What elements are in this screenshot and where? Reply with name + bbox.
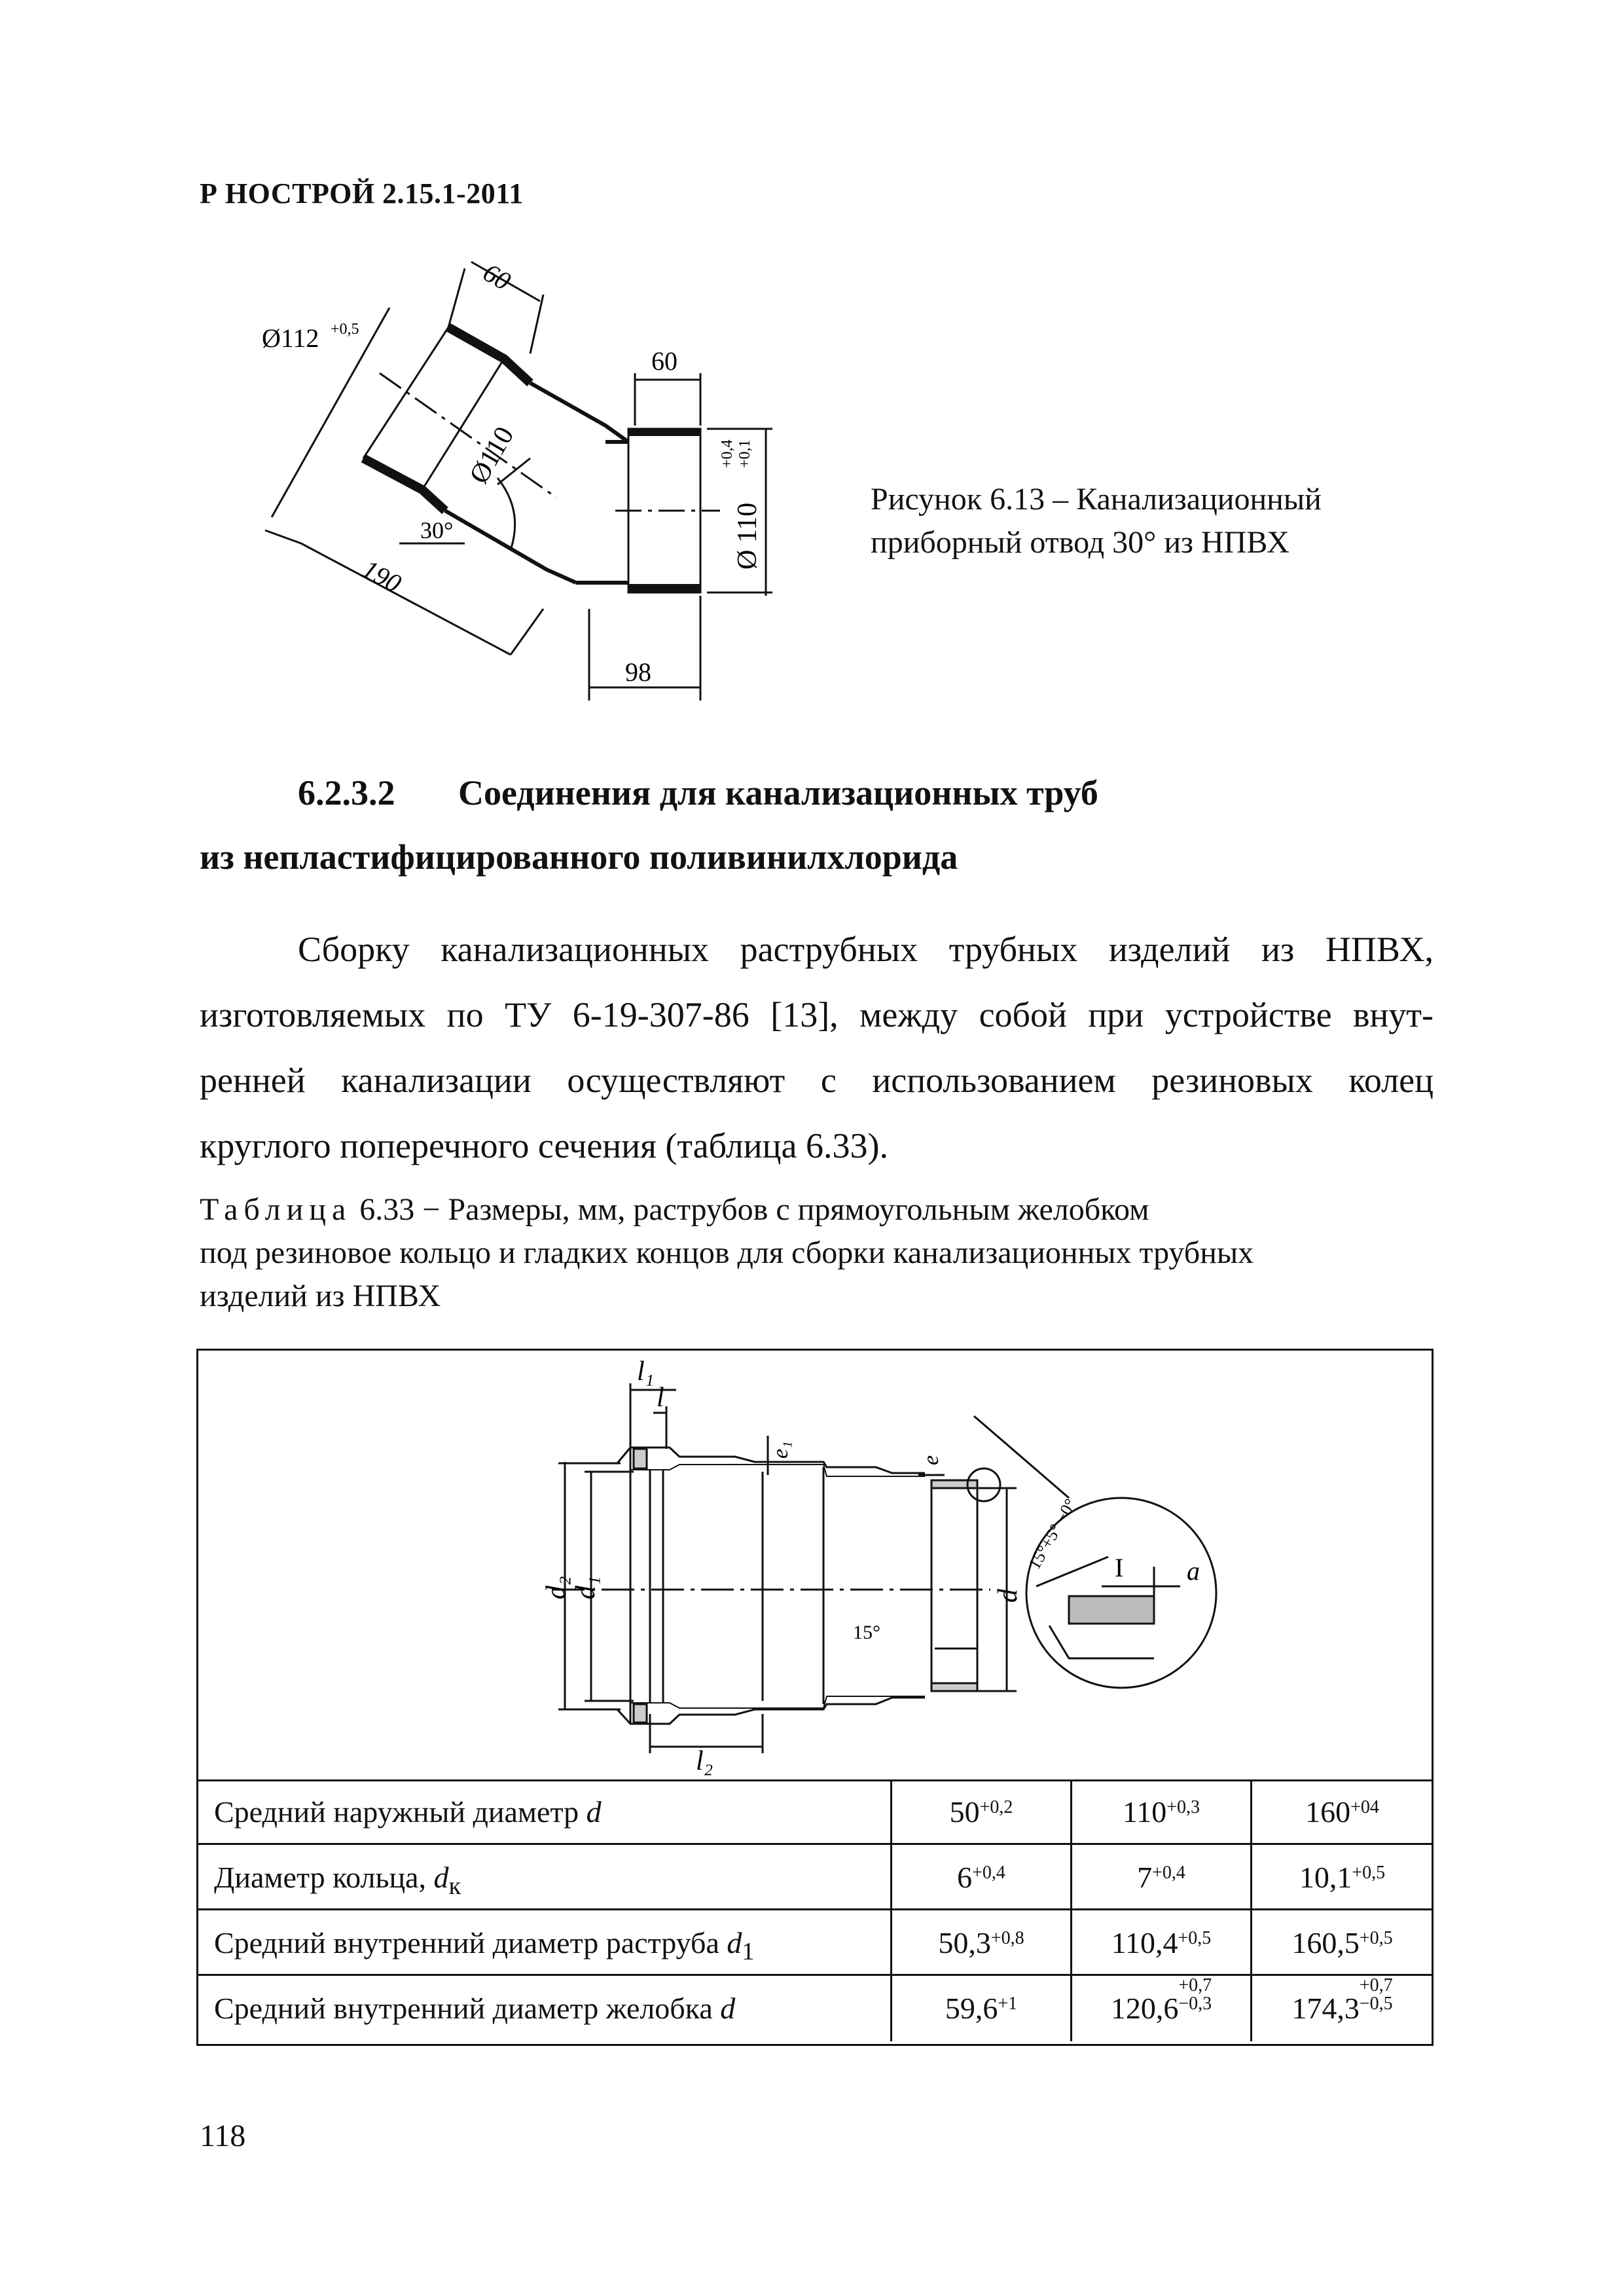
section-title-line-1: Соединения для канализационных труб (458, 773, 1098, 812)
paragraph-line: изготовляемых по ТУ 6-19-307-86 [13], между собой при устройстве внут- (200, 995, 1434, 1034)
dim-angle-15: 15° (853, 1622, 880, 1643)
dim-d1: d₁ (571, 1576, 601, 1599)
dim-l2: l₂ (696, 1746, 713, 1776)
dim-diag-190: 190 (357, 553, 406, 598)
value-160: 160 +04 (1305, 1795, 1379, 1829)
dim-bottom-98: 98 (625, 657, 651, 687)
value-110: 110 +0,3 (1072, 1779, 1252, 1843)
row-label: Средний наружный диаметр d (198, 1779, 892, 1843)
table-caption-line-3: изделий из НПВХ (200, 1279, 441, 1313)
section-heading (298, 773, 1098, 813)
paragraph-line: Сборку канализационных раструбных трубных изделий из НПВХ, (298, 930, 1434, 969)
document-code-header: Р НОСТРОЙ 2.15.1-2011 (200, 177, 524, 210)
row-label: Средний внутренний диаметр желобка d (198, 1976, 892, 2041)
socket-joint-drawing (198, 1351, 1432, 1777)
table-caption-label: Таблица (200, 1192, 352, 1227)
table-caption (200, 1188, 1254, 1318)
table-row (198, 1910, 1432, 1976)
table-row (198, 1976, 1432, 2041)
value-160: 10,1 +0,5 (1299, 1861, 1386, 1894)
table-caption-line-2: под резиновое кольцо и гладких концов для сборки канализационных трубных (200, 1235, 1254, 1270)
value-160: 160,5 +0,5 (1291, 1926, 1393, 1959)
value-110: 110,4 +0,5 (1072, 1910, 1252, 1974)
table-figure-cell (198, 1351, 1432, 1781)
table-6-33 (196, 1349, 1434, 2046)
dim-l1: l₁ (637, 1357, 655, 1387)
dim-diam-110-tol-up: +0,4 (719, 439, 736, 468)
dim-top-60: 60 (478, 257, 516, 297)
dim-diam-110-right: Ø 110 (732, 502, 763, 570)
table-caption-line-1: 6.33 − Размеры, мм, раструбов с прямоугольным желобком (352, 1192, 1149, 1227)
table-row (198, 1779, 1432, 1845)
dim-e1: e₁ (768, 1441, 793, 1459)
section-title-line-2: из непластифицированного поливинилхлорида (200, 837, 958, 877)
figure-caption-line-1: Рисунок 6.13 – Канализационный (871, 482, 1322, 517)
page-number: 118 (200, 2119, 246, 2153)
value-50: 6 +0,4 (892, 1845, 1072, 1908)
dim-l: l (657, 1383, 664, 1413)
value-110: 120,6 +0,7 −0,3 (1072, 1976, 1252, 2041)
dim-angle-tol: 15°+5° −0° (1024, 1495, 1081, 1573)
dim-diam-110-tol-lo: +0,1 (736, 439, 753, 468)
paragraph-line: круглого поперечного сечения (таблица 6.33). (200, 1126, 888, 1165)
dim-right-60: 60 (651, 346, 677, 376)
detail-label-I: I (1115, 1553, 1124, 1582)
value-110: 7 +0,4 (1072, 1845, 1252, 1908)
value-160: 174,3 +0,7 −0,5 (1291, 1975, 1393, 2025)
figure-caption (871, 478, 1322, 564)
paragraph-line: ренней канализации осуществляют с использованием резиновых колец (200, 1061, 1434, 1100)
figure-caption-line-2: приборный отвод 30° из НПВХ (871, 525, 1290, 560)
value-50: 59,6 +1 (892, 1976, 1072, 2041)
figure-6-13-elbow-drawing (249, 242, 838, 714)
dim-d2: d₂ (541, 1576, 571, 1599)
row-label: Средний внутренний диаметр раструба $d_1$ (198, 1910, 892, 1974)
dim-e: e (919, 1455, 943, 1465)
dim-diam-112: Ø112 (262, 323, 319, 353)
dim-a: a (1187, 1556, 1200, 1586)
table-row (198, 1845, 1432, 1910)
dim-angle-30: 30° (420, 517, 454, 543)
dim-diam-112-tol: +0,5 (331, 321, 359, 338)
dim-d: d (993, 1589, 1023, 1603)
value-50: 50,3 +0,8 (892, 1910, 1072, 1974)
section-number: 6.2.3.2 (298, 773, 395, 812)
dim-diam-110-mid: Ø110 (463, 422, 520, 489)
row-label: Диаметр кольца, $d_к$ (198, 1845, 892, 1908)
body-paragraph (200, 917, 1434, 1178)
value-50: 50 +0,2 (892, 1779, 1072, 1843)
